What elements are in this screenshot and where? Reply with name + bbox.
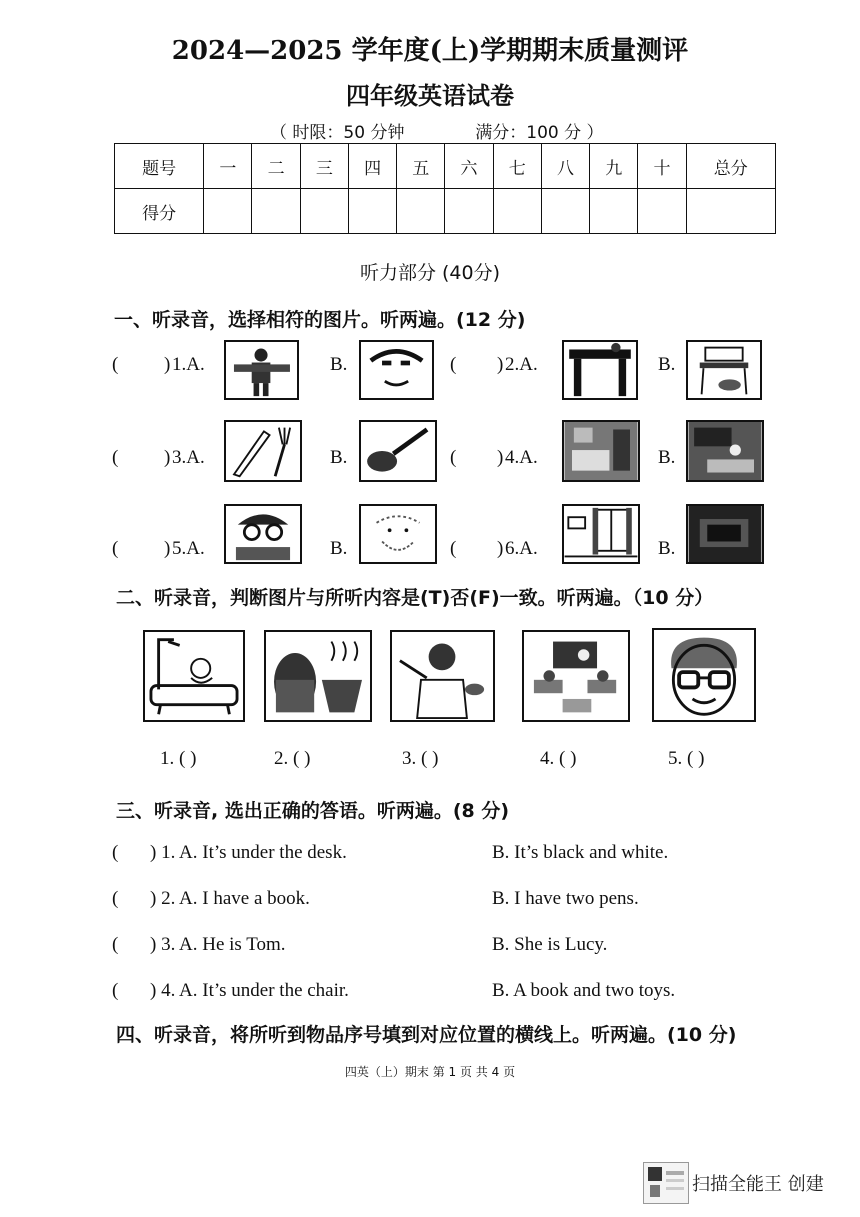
score-value-cell[interactable] — [541, 189, 589, 234]
score-value-cell[interactable] — [638, 189, 686, 234]
score-value-cell[interactable] — [590, 189, 638, 234]
score-header-cell: 七 — [493, 144, 541, 189]
score-value-cell[interactable] — [204, 189, 252, 234]
option-a-text: ) 1. A. It’s under the desk. — [150, 842, 347, 863]
section1-title: 一、听录音，选择相符的图片。听两遍。(12 分) — [114, 309, 526, 331]
picture-3a-knife-fork — [224, 420, 302, 482]
picture-s2-boy-glasses — [652, 628, 756, 722]
answer-paren-close: ) — [497, 538, 504, 559]
option-b-text: B. I have two pens. — [492, 888, 639, 909]
picture-s2-bath — [143, 630, 245, 722]
answer-paren-open: ( — [112, 934, 119, 955]
score-header-cell: 十 — [638, 144, 686, 189]
option-a-label: 2.A. — [505, 354, 538, 375]
option-b-text: B. It’s black and white. — [492, 842, 669, 863]
score-value-cell[interactable] — [686, 189, 775, 234]
option-a-label: 1.A. — [172, 354, 205, 375]
score-value-cell[interactable] — [397, 189, 445, 234]
scanner-logo — [643, 1162, 689, 1204]
score-header-cell: 四 — [348, 144, 396, 189]
option-a-text: ) 4. A. It’s under the chair. — [150, 980, 349, 1001]
section4-title: 四、听录音，将所听到物品序号填到对应位置的横线上。听两遍。(10 分) — [116, 1024, 737, 1046]
option-a-label: 6.A. — [505, 538, 538, 559]
picture-s2-teacher-classroom — [522, 630, 630, 722]
picture-3b-spoon — [359, 420, 437, 482]
score-header-cell: 六 — [445, 144, 493, 189]
answer-paren-open: ( — [450, 354, 457, 375]
answer-paren-close: ) — [164, 354, 171, 375]
score-row-label: 得分 — [115, 189, 204, 234]
scanner-watermark: 扫描全能王 创建 — [692, 1174, 824, 1195]
option-a-label: 5.A. — [172, 538, 205, 559]
judge-answer-blank[interactable]: 3. ( ) — [402, 748, 439, 769]
picture-1b-face — [359, 340, 434, 400]
option-b-label: B. — [330, 447, 348, 468]
option-b-label: B. — [658, 354, 676, 375]
score-header-cell: 九 — [590, 144, 638, 189]
answer-paren-close: ) — [497, 354, 504, 375]
time-limit: （ 时限：50 分钟 — [270, 123, 405, 143]
score-header-cell: 二 — [252, 144, 300, 189]
exam-meta — [270, 118, 670, 143]
score-table — [114, 143, 776, 234]
picture-5a-boy-glasses — [224, 504, 302, 564]
page-footer: 四英（上）期末 第 1 页 共 4 页 — [344, 1065, 516, 1079]
option-b-text: B. A book and two toys. — [492, 980, 676, 1001]
option-b-label: B. — [330, 354, 348, 375]
option-a-text: ) 2. A. I have a book. — [150, 888, 310, 909]
option-b-label: B. — [658, 538, 676, 559]
exam-title: 2024—2025 学年度(上)学期期末质量测评 — [171, 36, 689, 66]
option-a-text: ) 3. A. He is Tom. — [150, 934, 286, 955]
judge-answer-blank[interactable]: 4. ( ) — [540, 748, 577, 769]
score-header-cell: 题号 — [115, 144, 204, 189]
score-value-row — [115, 189, 776, 234]
score-value-cell[interactable] — [300, 189, 348, 234]
picture-2b-desk — [686, 340, 762, 400]
picture-s2-doctor — [390, 630, 495, 722]
picture-6b-tv — [686, 504, 764, 564]
full-score: 满分：100 分 ） — [475, 123, 604, 143]
answer-paren-open: ( — [112, 354, 119, 375]
picture-4a-bedroom — [562, 420, 640, 482]
answer-paren-open: ( — [112, 538, 119, 559]
option-a-label: 4.A. — [505, 447, 538, 468]
answer-paren-open: ( — [112, 842, 119, 863]
section3-title: 三、听录音, 选出正确的答语。听两遍。(8 分) — [116, 800, 510, 822]
answer-paren-close: ) — [497, 447, 504, 468]
option-a-label: 3.A. — [172, 447, 205, 468]
picture-s2-bread-soup — [264, 630, 372, 722]
judge-answer-blank[interactable]: 1. ( ) — [160, 748, 197, 769]
answer-paren-open: ( — [450, 538, 457, 559]
score-header-row — [115, 144, 776, 189]
answer-paren-open: ( — [112, 888, 119, 909]
option-b-label: B. — [658, 447, 676, 468]
picture-6a-window — [562, 504, 640, 564]
picture-1a-person — [224, 340, 299, 400]
score-header-cell: 八 — [541, 144, 589, 189]
judge-answer-blank[interactable]: 2. ( ) — [274, 748, 311, 769]
score-header-cell: 一 — [204, 144, 252, 189]
judge-answer-blank[interactable]: 5. ( ) — [668, 748, 705, 769]
answer-paren-close: ) — [164, 447, 171, 468]
score-header-cell: 总分 — [686, 144, 775, 189]
score-value-cell[interactable] — [252, 189, 300, 234]
listening-part-title: 听力部分 (40分) — [359, 262, 501, 284]
exam-subtitle: 四年级英语试卷 — [346, 81, 514, 110]
section2-title: 二、听录音，判断图片与所听内容是(T)否(F)一致。听两遍。（10 分） — [116, 587, 714, 609]
picture-2a-table — [562, 340, 638, 400]
answer-paren-close: ) — [164, 538, 171, 559]
score-header-cell: 三 — [300, 144, 348, 189]
picture-4b-classroom — [686, 420, 764, 482]
option-b-text: B. She is Lucy. — [492, 934, 608, 955]
score-value-cell[interactable] — [348, 189, 396, 234]
score-value-cell[interactable] — [493, 189, 541, 234]
answer-paren-open: ( — [112, 447, 119, 468]
score-header-cell: 五 — [397, 144, 445, 189]
option-b-label: B. — [330, 538, 348, 559]
score-value-cell[interactable] — [445, 189, 493, 234]
answer-paren-open: ( — [450, 447, 457, 468]
answer-paren-open: ( — [112, 980, 119, 1001]
picture-5b-old-man — [359, 504, 437, 564]
